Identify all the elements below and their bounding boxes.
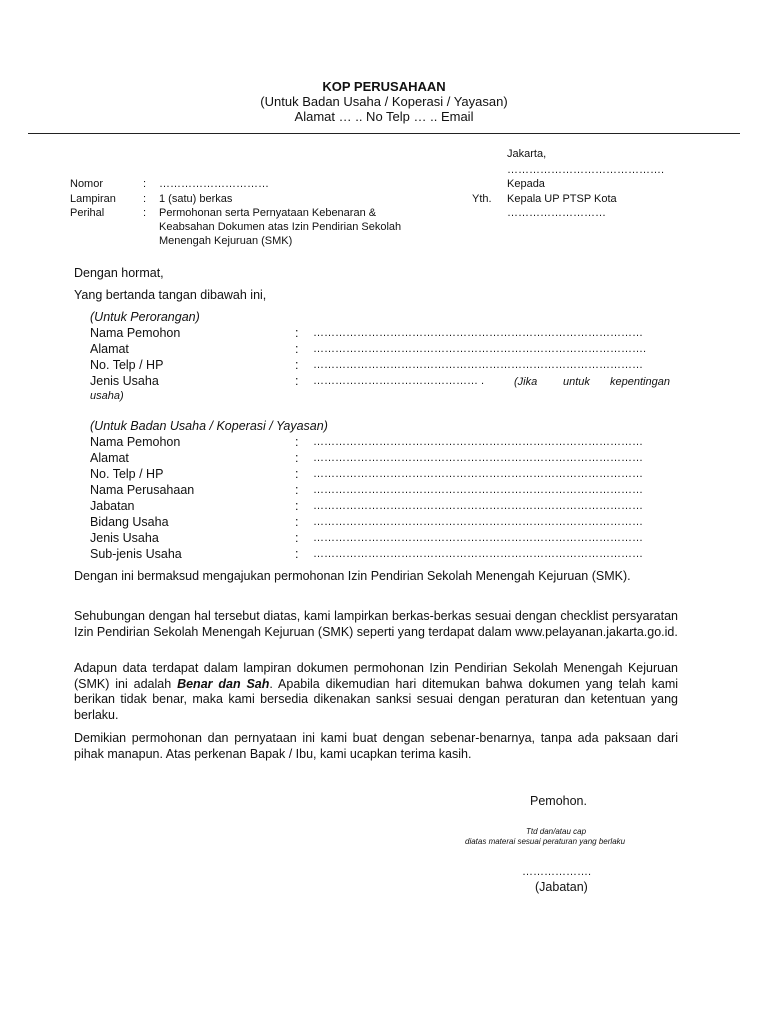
field-colon: : bbox=[295, 451, 299, 465]
paragraph-request: Dengan ini bermaksud mengajukan permohonan Izin Pendirian Sekolah Menengah Kejuruan (SMK). bbox=[74, 569, 631, 583]
usaha-note-word: kepentingan bbox=[610, 376, 670, 388]
perihal-line-3: Menengah Kejuruan (SMK) bbox=[159, 235, 293, 247]
perorangan-field-label: Jenis Usaha bbox=[90, 374, 159, 388]
nomor-value: ………………………… bbox=[159, 178, 269, 190]
badan-field-label: Alamat bbox=[90, 451, 129, 465]
field-colon: : bbox=[295, 499, 299, 513]
badan-field-line: ……………………………………………………………………………… bbox=[313, 484, 643, 496]
badan-field-line: ……………………………………………………………………………… bbox=[313, 500, 643, 512]
perorangan-heading: (Untuk Perorangan) bbox=[90, 310, 200, 324]
recipient-kepada: Kepada bbox=[507, 178, 545, 190]
paragraph-attachments: Sehubungan dengan hal tersebut diatas, kami lampirkan berkas-berkas sesuai dengan checklist persyaratan Izin Pendirian Sekolah Menengah Kejuruan (SMK) seperti yang terdapat dalam www.pelayanan.jakarta.go.id. bbox=[74, 609, 678, 639]
lampiran-label: Lampiran bbox=[70, 193, 116, 205]
signature-ttd-note: Ttd dan/atau cap bbox=[526, 827, 587, 836]
perihal-colon: : bbox=[143, 207, 147, 219]
usaha-note-word: untuk bbox=[563, 376, 590, 388]
perorangan-field-label: No. Telp / HP bbox=[90, 358, 164, 372]
perorangan-field-label: Alamat bbox=[90, 342, 129, 356]
perorangan-field-line: ……………………………………………………………………………… bbox=[313, 359, 643, 371]
perihal-line-2: Keabsahan Dokumen atas Izin Pendirian Sekolah bbox=[159, 221, 402, 233]
badan-field-label: Bidang Usaha bbox=[90, 515, 169, 529]
field-colon: : bbox=[295, 467, 299, 481]
field-colon: : bbox=[295, 435, 299, 449]
perihal-label: Perihal bbox=[70, 207, 105, 219]
badan-field-line: ……………………………………………………………………………… bbox=[313, 516, 643, 528]
paragraph-closing: Demikian permohonan dan pernyataan ini kami buat dengan sebenar-benarnya, tanpa ada paksaan dari pihak manapun. Atas perkenan Bapak / Ibu, kami ucapkan terima kasih. bbox=[74, 731, 678, 761]
field-colon: : bbox=[295, 483, 299, 497]
nomor-colon: : bbox=[143, 178, 147, 190]
signature-materai-note: diatas materai sesuai peraturan yang berlaku bbox=[465, 837, 626, 846]
signature-pemohon: Pemohon. bbox=[530, 794, 587, 808]
badan-field-line: ……………………………………………………………………………… bbox=[313, 468, 643, 480]
field-colon: : bbox=[295, 374, 299, 388]
lampiran-colon: : bbox=[143, 193, 147, 205]
letterhead-contact: Alamat … .. No Telp … .. Email bbox=[294, 109, 474, 124]
signature-jabatan: (Jabatan) bbox=[535, 880, 588, 894]
field-colon: : bbox=[295, 342, 299, 356]
perihal-line-1: Permohonan serta Pernyataan Kebenaran & bbox=[159, 207, 377, 219]
nomor-label: Nomor bbox=[70, 178, 104, 190]
lampiran-value: 1 (satu) berkas bbox=[159, 193, 233, 205]
badan-field-label: Nama Perusahaan bbox=[90, 483, 195, 497]
badan-usaha-heading: (Untuk Badan Usaha / Koperasi / Yayasan) bbox=[90, 419, 328, 433]
badan-field-label: Nama Pemohon bbox=[90, 435, 181, 449]
field-colon: : bbox=[295, 326, 299, 340]
greeting: Dengan hormat, bbox=[74, 266, 164, 280]
field-colon: : bbox=[295, 547, 299, 561]
intro-text: Yang bertanda tangan dibawah ini, bbox=[74, 288, 267, 302]
badan-field-label: No. Telp / HP bbox=[90, 467, 164, 481]
badan-field-line: ……………………………………………………………………………… bbox=[313, 548, 643, 560]
paragraph-statement: Adapun data terdapat dalam lampiran dokumen permohonan Izin Pendirian Sekolah Menengah Kejuruan (SMK) ini adalah Benar dan Sah. Apabila dikemudian hari ditemukan bahwa dokumen yang telah kami berikan tidak benar, maka kami bersedia dikenakan sanksi sesuai dengan peraturan dan ketentuan yang berlaku. bbox=[74, 661, 679, 722]
perorangan-field-label: Nama Pemohon bbox=[90, 326, 181, 340]
date-line: ……………………………………. bbox=[507, 164, 665, 176]
badan-field-label: Jabatan bbox=[90, 499, 135, 513]
recipient-yth: Yth. bbox=[472, 193, 492, 205]
letterhead-subtitle: (Untuk Badan Usaha / Koperasi / Yayasan) bbox=[260, 94, 508, 109]
badan-field-line: ……………………………………………………………………………… bbox=[313, 452, 643, 464]
field-colon: : bbox=[295, 358, 299, 372]
recipient-title: Kepala UP PTSP Kota bbox=[507, 193, 617, 205]
date-city: Jakarta, bbox=[507, 148, 547, 160]
field-colon: : bbox=[295, 531, 299, 545]
usaha-note-word: (Jika bbox=[514, 376, 538, 388]
signature-name-line: ………………. bbox=[522, 866, 592, 878]
perorangan-field-line: ………………………………………………………………………………. bbox=[313, 343, 647, 355]
perorangan-field-line: ……………………………………… . bbox=[313, 375, 485, 387]
badan-field-label: Jenis Usaha bbox=[90, 531, 159, 545]
usaha-note-word: usaha) bbox=[90, 390, 124, 402]
badan-field-label: Sub-jenis Usaha bbox=[90, 547, 182, 561]
recipient-line: ……………………… bbox=[507, 207, 606, 219]
badan-field-line: ……………………………………………………………………………… bbox=[313, 436, 643, 448]
header-divider bbox=[28, 133, 740, 134]
perorangan-field-line: ……………………………………………………………………………… bbox=[313, 327, 643, 339]
field-colon: : bbox=[295, 515, 299, 529]
letterhead-title: KOP PERUSAHAAN bbox=[322, 79, 446, 94]
badan-field-line: ……………………………………………………………………………… bbox=[313, 532, 643, 544]
